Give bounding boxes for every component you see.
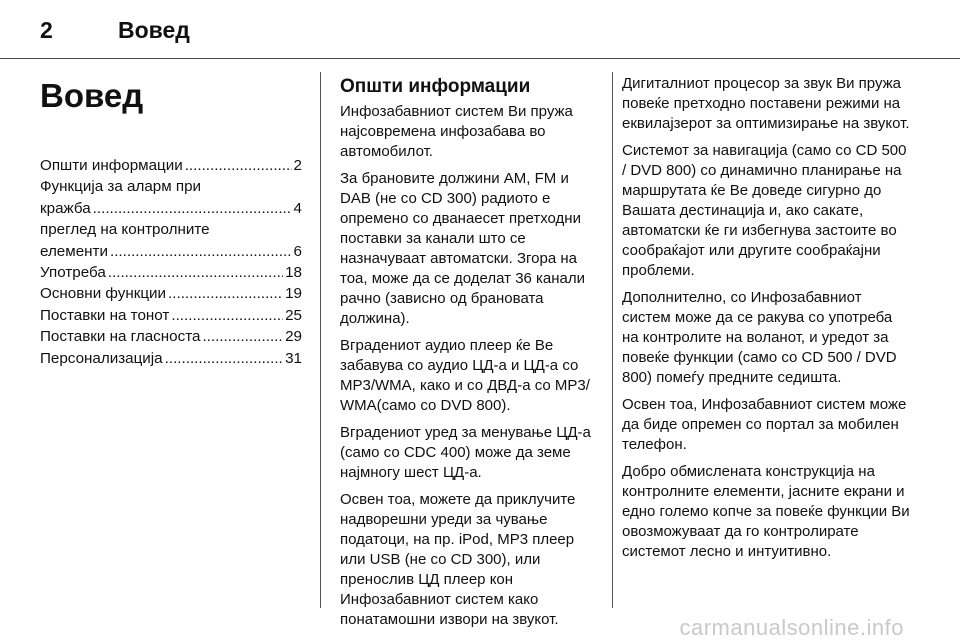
toc-label-line1: преглед на контролните <box>40 221 210 239</box>
toc-page: 29 <box>285 328 302 346</box>
column-divider-left <box>320 72 321 608</box>
toc-page: 31 <box>285 349 302 367</box>
section-title: Општи информации <box>340 76 531 97</box>
toc-label: Поставки на тонот <box>40 306 170 324</box>
toc-item-volume-settings[interactable] <box>40 326 302 347</box>
toc-label: Персонализација <box>40 349 163 367</box>
toc-label: Поставки на гласноста <box>40 328 201 346</box>
paragraph: Вградениот уред за менување ЦД-а (само со CDC 400) може да земе најмногу шест ЦД-а. <box>340 424 591 481</box>
toc-item-controls-overview[interactable] <box>40 219 302 262</box>
toc-leader <box>171 305 283 326</box>
toc-leader <box>202 326 283 347</box>
toc-leader <box>185 155 292 176</box>
paragraph: За брановите должини AM, FM и DAB (не со CD 300) радиото е опремено со дванаесет претходни поставки за канали што се назначуваат автоматски. Згора на тоа, може да се доделат 36 канали рачно (зависно од брановата должина). <box>340 170 586 327</box>
running-title: Вовед <box>118 17 190 43</box>
header-rule <box>0 58 960 59</box>
page-header <box>0 0 960 62</box>
table-of-contents <box>40 155 302 369</box>
middle-column <box>340 72 602 637</box>
toc-label: кражба <box>40 199 91 217</box>
toc-leader <box>168 283 283 304</box>
toc-column <box>40 72 302 369</box>
toc-item-tone-settings[interactable] <box>40 305 302 326</box>
page-number: 2 <box>40 17 53 43</box>
toc-page: 2 <box>293 157 302 174</box>
toc-page: 18 <box>285 264 302 282</box>
toc-item-anti-theft[interactable] <box>40 176 302 219</box>
paragraph: Системот за навигација (само со CD 500 / DVD 800) со динамично планирање на маршрутата ќе Ве доведе сигурно до Вашата дестинација и, ако сакате, автоматски ќе ги избегнува застоите во сообраќајот или другите сообраќајни проблеми. <box>622 142 907 279</box>
paragraph: Вградениот аудио плеер ќе Ве забавува со аудио ЦД-а и ЦД-а со MP3/WMA, како и со ДВД-а со MP3/ WMA(само со DVD 800). <box>340 337 590 414</box>
paragraph: Освен тоа, можете да приклучите надворешни уреди за чување податоци, на пр. iPod, MP3 плеер или USB (не со CD 300), или пренослив ЦД плеер кон Инфозабавниот систем како понатамошни извори на звукот. <box>340 491 576 628</box>
chapter-title: Вовед <box>40 77 144 114</box>
toc-item-personalization[interactable] <box>40 348 302 369</box>
toc-page: 25 <box>285 306 302 324</box>
toc-page: 4 <box>293 199 302 217</box>
toc-label: Општи информации <box>40 157 183 174</box>
toc-item-general-info[interactable] <box>40 155 302 176</box>
toc-item-usage[interactable] <box>40 262 302 283</box>
paragraph: Освен тоа, Инфозабавниот систем може да биде опремен со портал за мобилен телефон. <box>622 396 907 453</box>
toc-label: Употреба <box>40 264 106 282</box>
toc-label-line1: Функција за аларм при <box>40 178 202 196</box>
toc-label: елементи <box>40 242 108 260</box>
paragraph: Инфозабавниот систем Ви пружа најсовремена инфозабава во автомобилот. <box>340 103 573 160</box>
toc-leader <box>93 198 292 219</box>
toc-leader <box>165 348 283 369</box>
toc-leader <box>110 241 292 262</box>
paragraph: Добро обмислената конструкција на контролните елементи, јасните екрани и едно големо копче за повеќе функции Ви овозможуваат да го контролирате системот лесно и интуитивно. <box>622 463 910 560</box>
toc-page: 19 <box>285 285 302 303</box>
toc-leader <box>108 262 283 283</box>
column-divider-right <box>612 72 613 608</box>
toc-item-basic-functions[interactable] <box>40 283 302 304</box>
paragraph: Дигиталниот процесор за звук Ви пружа повеќе претходно поставени режими на еквилајзерот за оптимизирање на звукот. <box>622 75 910 132</box>
watermark: carmanualsonline.info <box>679 615 904 640</box>
toc-label: Основни функции <box>40 285 167 303</box>
paragraph: Дополнително, со Инфозабавниот систем може да се ракува со употреба на контролите на воланот, и уредот за повеќе функции (само со CD 500 / DVD 800) помеѓу предните седишта. <box>622 289 897 386</box>
toc-page: 6 <box>293 242 302 260</box>
right-column <box>622 72 910 569</box>
